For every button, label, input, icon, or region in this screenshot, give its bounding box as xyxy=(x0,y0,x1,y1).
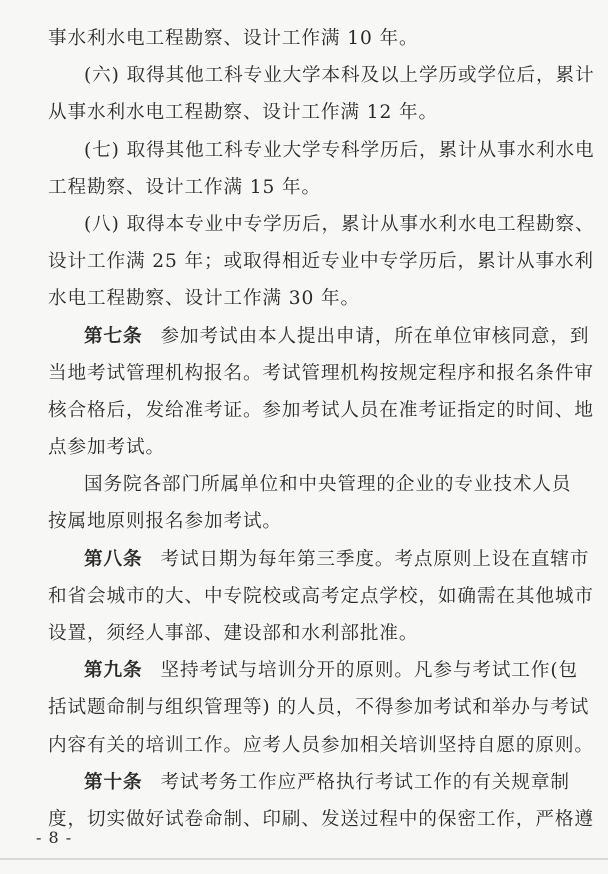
line-text: 内容有关的培训工作。应考人员参加相关培训坚持自愿的原则。 xyxy=(48,734,594,756)
line-text: 考试考务工作应严格执行考试工作的有关规章制 xyxy=(160,771,570,793)
line-text: 度，切实做好试卷命制、印刷、发送过程中的保密工作，严格遵 xyxy=(48,808,594,830)
text-line xyxy=(48,689,590,726)
text-line xyxy=(48,615,572,652)
line-text: 坚持考试与培训分开的原则。凡参与考试工作(包 xyxy=(160,660,579,682)
text-line xyxy=(48,280,572,317)
text-line xyxy=(48,727,594,764)
text-line xyxy=(48,801,594,838)
text-line xyxy=(48,466,572,503)
line-text: 按属地原则报名参加考试。 xyxy=(48,511,282,533)
text-line xyxy=(48,243,594,280)
bottom-edge xyxy=(0,858,608,860)
article-number: 第九条 xyxy=(84,660,143,682)
line-text: 括试题命制与组织管理等) 的人员，不得参加考试和举办与考试 xyxy=(48,697,590,719)
text-line xyxy=(48,503,572,540)
text-line xyxy=(48,578,594,615)
text-line xyxy=(48,20,572,57)
line-text: (六) 取得其他工科专业大学本科及以上学历或学位后，累计 xyxy=(84,65,595,87)
article-number: 第十条 xyxy=(84,771,143,793)
document-body xyxy=(48,20,595,838)
line-text: 和省会城市的大、中专院校或高考定点学校，如确需在其他城市 xyxy=(48,585,594,607)
line-text: (七) 取得其他工科专业大学专科学历后，累计从事水利水电 xyxy=(84,139,595,161)
line-text: 参加考试由本人提出申请，所在单位审核同意，到 xyxy=(160,325,590,347)
text-line xyxy=(48,169,572,206)
page-number: - 8 - xyxy=(36,828,73,847)
line-text: 工程勘察、设计工作满 15 年。 xyxy=(48,176,322,198)
line-text: 核合格后，发给准考证。参加考试人员在准考证指定的时间、地 xyxy=(48,399,594,421)
text-line xyxy=(48,392,594,429)
text-line xyxy=(48,206,595,243)
line-text: 当地考试管理机构报名。考试管理机构按规定程序和报名条件审 xyxy=(48,362,594,384)
text-line xyxy=(48,355,594,392)
article-line xyxy=(48,318,590,355)
text-line xyxy=(48,132,595,169)
article-line xyxy=(48,764,572,801)
line-text: 考试日期为每年第三季度。考点原则上设在直辖市 xyxy=(160,548,590,570)
article-number: 第八条 xyxy=(84,548,143,570)
article-line xyxy=(48,652,579,689)
line-text: 事水利水电工程勘察、设计工作满 10 年。 xyxy=(48,28,419,49)
article-line xyxy=(48,541,590,578)
line-text: 设计工作满 25 年；或取得相近专业中专学历后，累计从事水利 xyxy=(48,251,594,273)
line-text: 点参加考试。 xyxy=(48,437,165,459)
text-line xyxy=(48,94,572,131)
line-text: 国务院各部门所属单位和中央管理的企业的专业技术人员 xyxy=(84,474,572,496)
line-text: 水电工程勘察、设计工作满 30 年。 xyxy=(48,288,360,310)
line-text: 设置，须经人事部、建设部和水利部批准。 xyxy=(48,623,419,644)
text-line xyxy=(48,429,572,466)
line-text: (八) 取得本专业中专学历后，累计从事水利水电工程勘察、 xyxy=(84,213,595,235)
text-line xyxy=(48,57,595,94)
article-number: 第七条 xyxy=(84,325,143,347)
line-text: 从事水利水电工程勘察、设计工作满 12 年。 xyxy=(48,102,438,124)
